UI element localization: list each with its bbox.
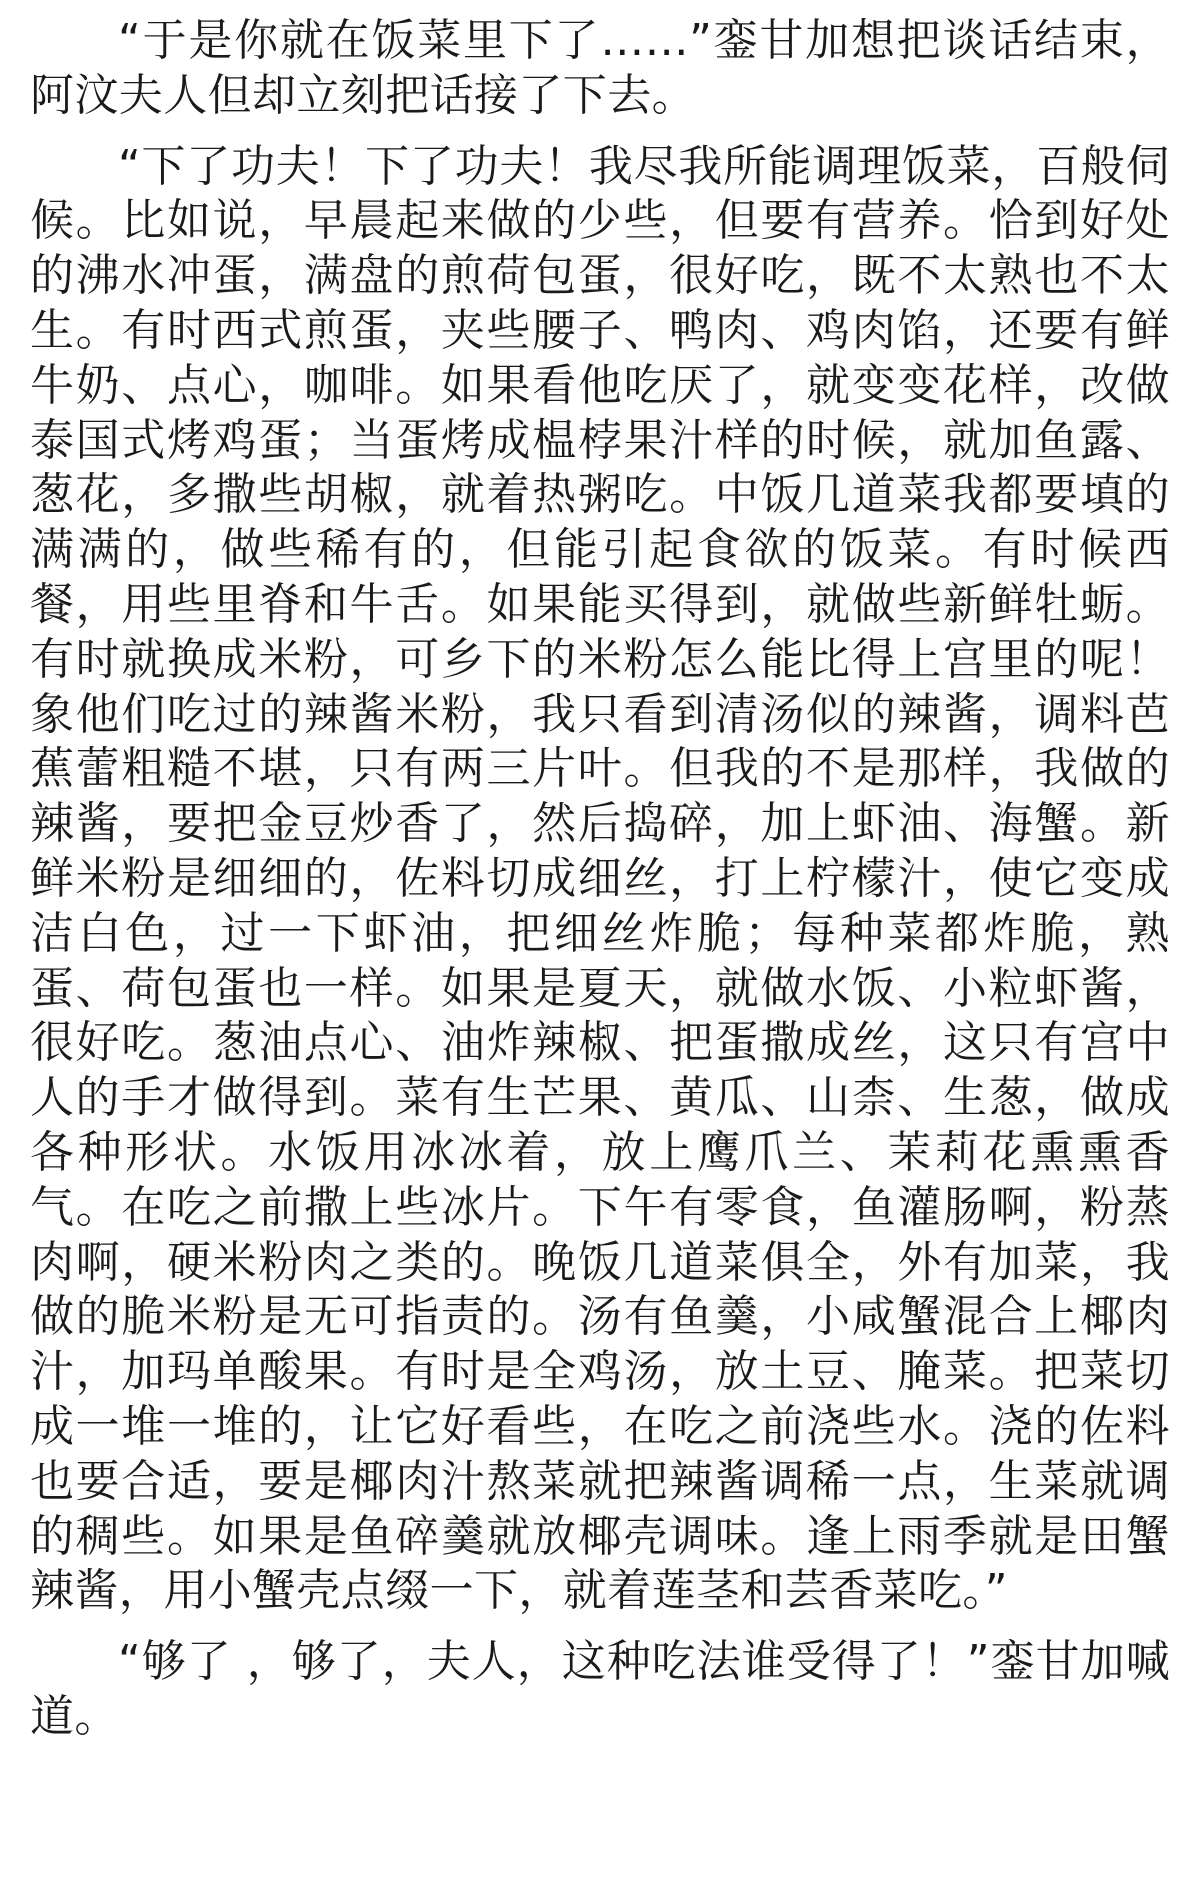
document-page <box>30 14 1170 1745</box>
paragraph-dialogue-1: “于是你就在饭菜里下了……”銮甘加想把谈话结束，阿汶夫人但却立刻把话接了下去。 <box>30 15 1170 121</box>
paragraph-menu-description: “下了功夫！下了功夫！我尽我所能调理饭菜，百般伺候。比如说，早晨起来做的少些，但要有营养。恰到好处的沸水冲蛋，满盘的煎荷包蛋，很好吃，既不太熟也不太生。有时西式煎蛋，夹些腰子、鸭肉、鸡肉馅，还要有鲜牛奶、点心，咖啡。如果看他吃厌了，就变变花样，改做泰国式烤鸡蛋；当蛋烤成榅桲果汁样的时候，就加鱼露、葱花，多撒些胡椒，就着热粥吃。中饭几道菜我都要填的满满的，做些稀有的，但能引起食欲的饭菜。有时候西餐，用些里脊和牛舌。如果能买得到，就做些新鲜牡蛎。有时就换成米粉，可乡下的米粉怎么能比得上宫里的呢！象他们吃过的辣酱米粉，我只看到清汤似的辣酱，调料芭蕉蕾粗糙不堪，只有两三片叶。但我的不是那样，我做的辣酱，要把金豆炒香了，然后捣碎，加上虾油、海蟹。新鲜米粉是细细的，佐料切成细丝，打上柠檬汁，使它变成洁白色，过一下虾油，把细丝炸脆；每种菜都炸脆，熟蛋、荷包蛋也一样。如果是夏天，就做水饭、小粒虾酱，很好吃。葱油点心、油炸辣椒、把蛋撒成丝，这只有宫中人的手才做得到。菜有生芒果、黄瓜、山柰、生葱，做成各种形状。水饭用冰冰着，放上鹰爪兰、茉莉花熏熏香气。在吃之前撒上些冰片。下午有零食，鱼灌肠啊，粉蒸肉啊，硬米粉肉之类的。晚饭几道菜俱全，外有加菜，我做的脆米粉是无可指责的。汤有鱼羹，小咸蟹混合上椰肉汁，加玛单酸果。有时是全鸡汤，放土豆、腌菜。把菜切成一堆一堆的，让它好看些，在吃之前浇些水。浇的佐料也要合适，要是椰肉汁熬菜就把辣酱调稀一点，生菜就调的稠些。如果是鱼碎羹就放椰壳调味。逢上雨季就是田蟹辣酱，用小蟹壳点缀一下，就着莲茎和芸香菜吃。” <box>30 140 1170 1617</box>
paragraph-dialogue-2: “够了 ，够了，夫人，这种吃法谁受得了！”銮甘加喊道。 <box>30 1636 1170 1742</box>
